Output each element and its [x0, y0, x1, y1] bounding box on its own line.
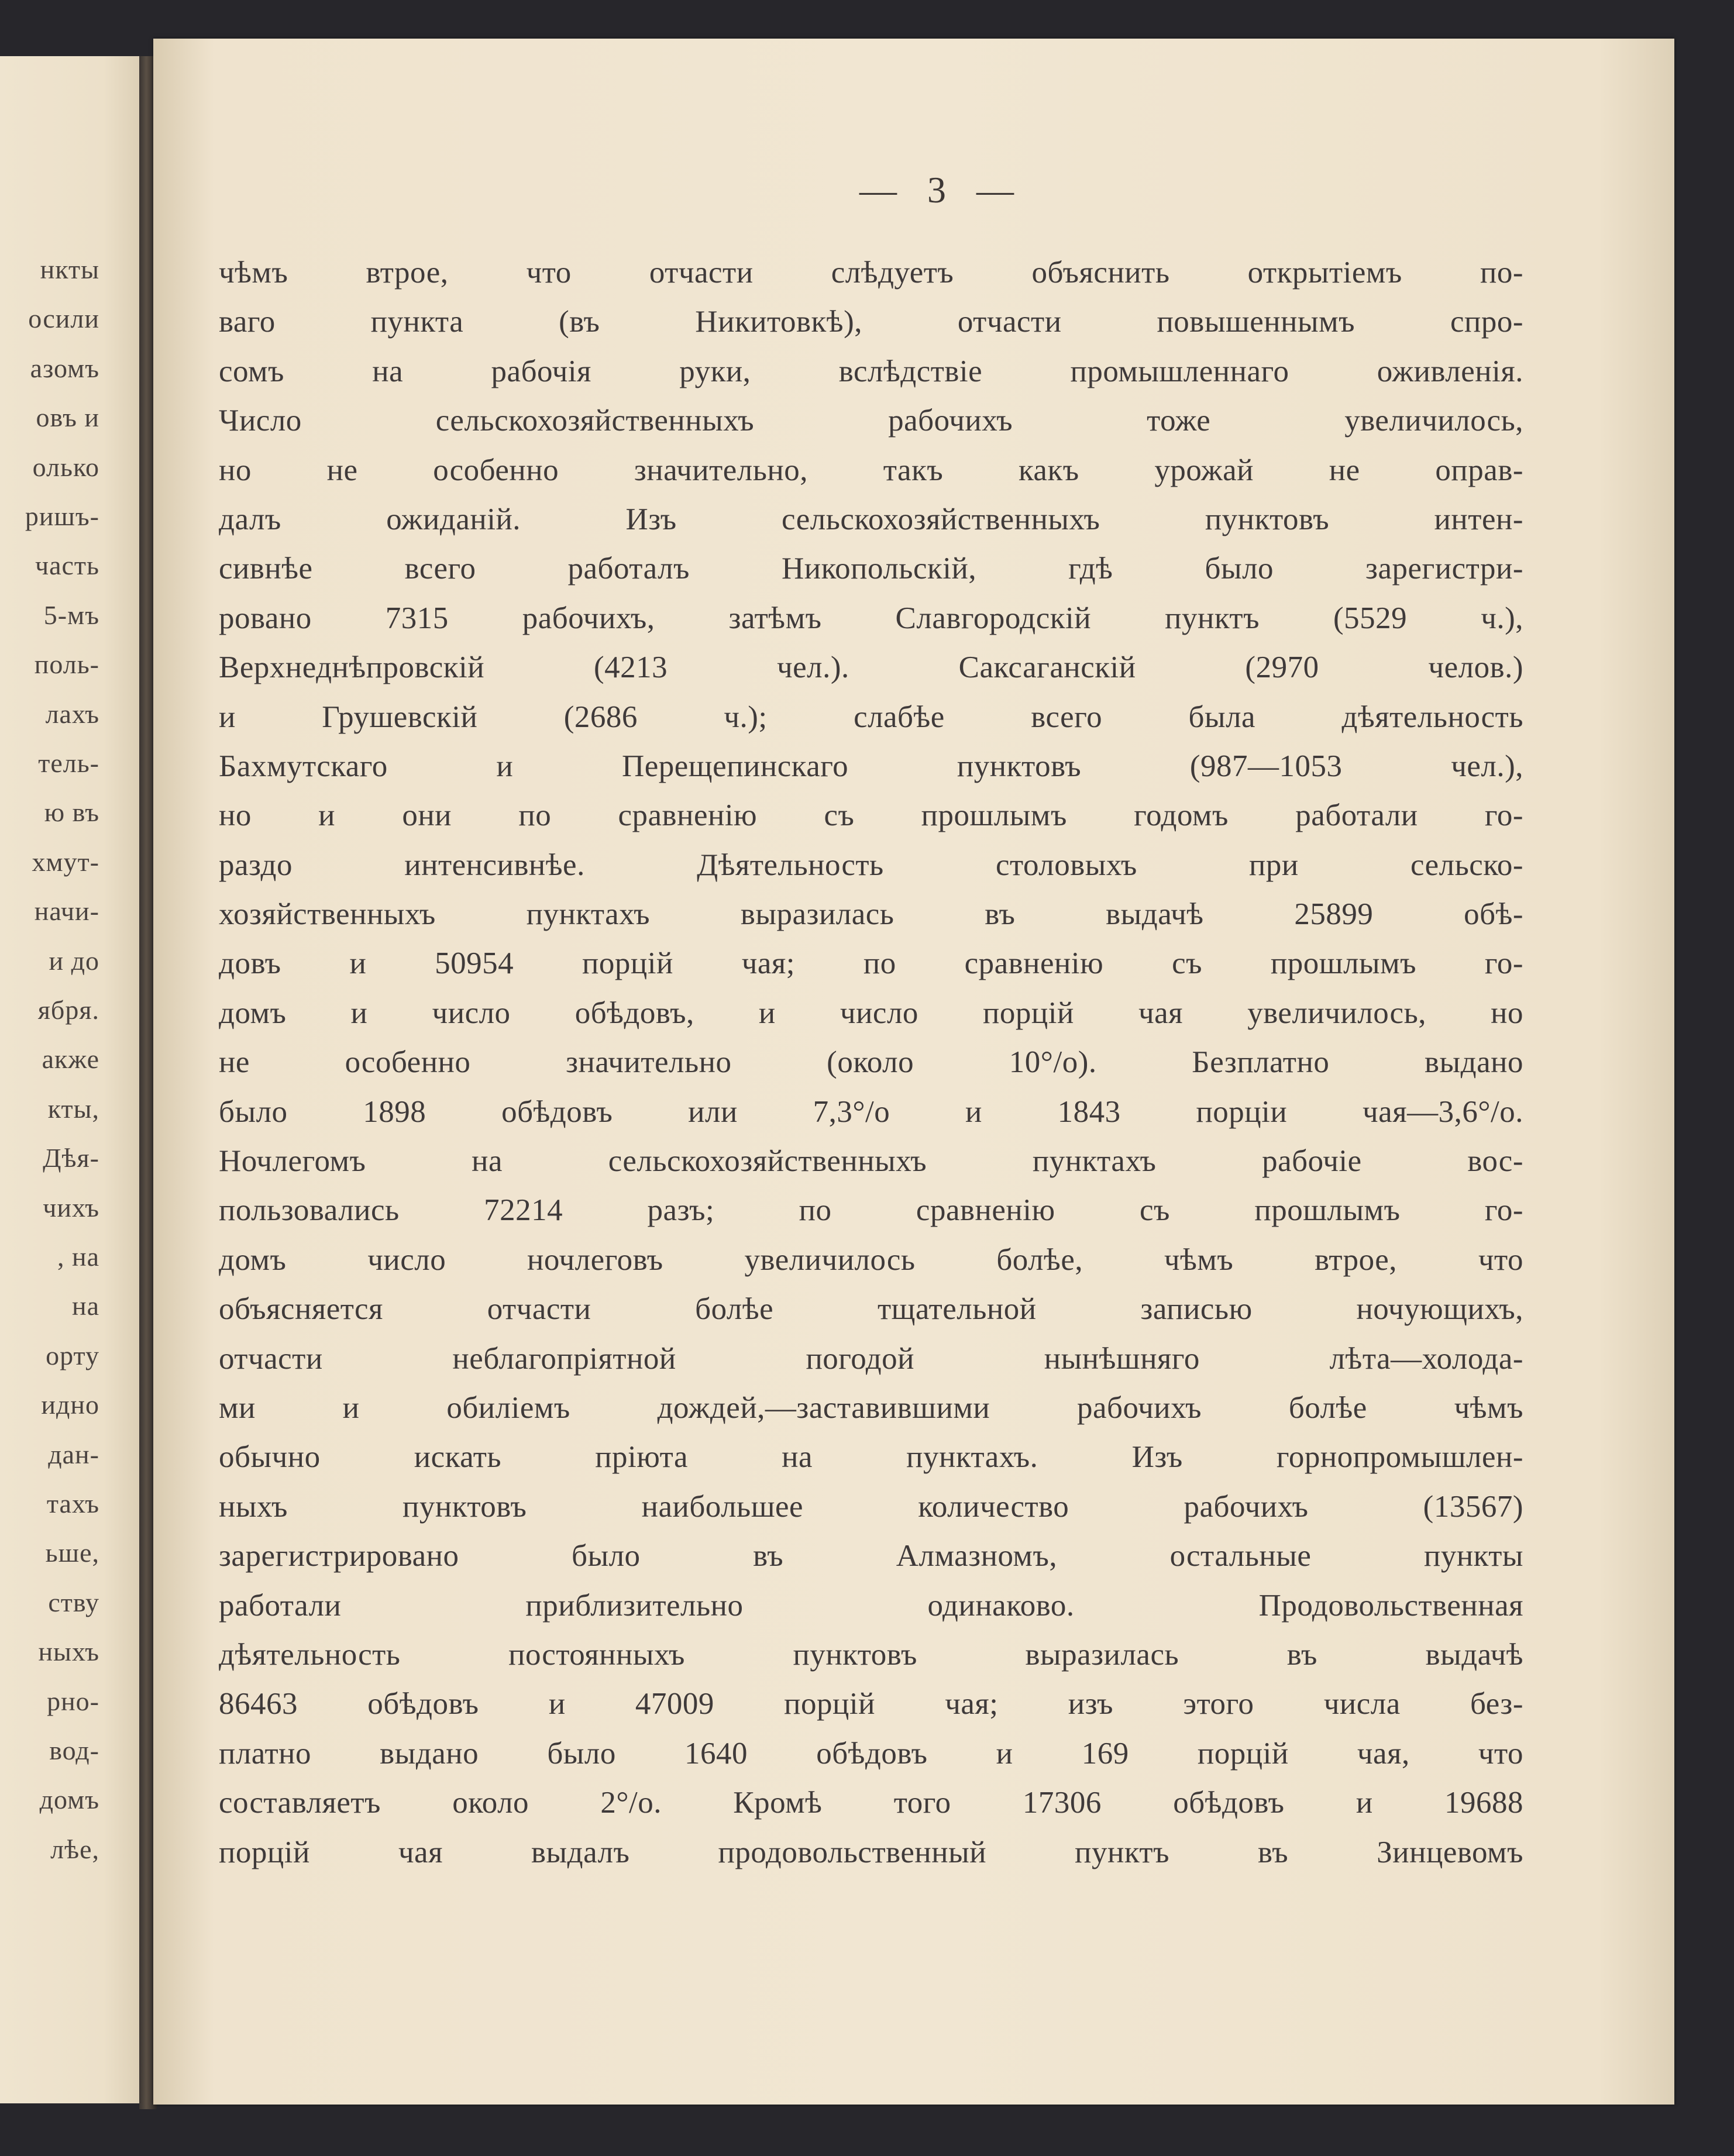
- left-page-line-fragment: олько: [32, 452, 99, 482]
- right-page: [153, 39, 1674, 2105]
- left-page-line-fragment: , на: [57, 1242, 99, 1272]
- text-line: хозяйственныхъ пунктахъ выразилась въ выдачѣ 25899 обѣ-: [219, 897, 1523, 932]
- left-page-line-fragment: осили: [28, 304, 99, 334]
- text-line: зарегистрировано было въ Алмазномъ, остальные пункты: [219, 1539, 1523, 1573]
- text-line: Число сельскохозяйственныхъ рабочихъ тоже увеличилось,: [219, 404, 1523, 438]
- left-page-line-fragment: азомъ: [30, 353, 99, 383]
- text-line: не особенно значительно (около 10°/о). Безплатно выдано: [219, 1045, 1523, 1080]
- left-page-line-fragment: хмут-: [32, 846, 99, 877]
- text-line: чѣмъ втрое, что отчасти слѣдуетъ объяснить открытіемъ по-: [219, 256, 1523, 290]
- left-page-line-fragment: акже: [42, 1044, 99, 1074]
- text-line: сомъ на рабочія руки, вслѣдствіе промышленнаго оживленія.: [219, 354, 1523, 388]
- text-line: отчасти неблагопріятной погодой нынѣшняго лѣта—холода-: [219, 1341, 1523, 1376]
- text-line: довъ и 50954 порцій чая; по сравненію съ прошлымъ го-: [219, 946, 1523, 981]
- text-line: объясняется отчасти болѣе тщательной записью ночующихъ,: [219, 1292, 1523, 1327]
- left-page-line-fragment: дан-: [48, 1439, 99, 1469]
- text-line: пользовались 72214 разъ; по сравненію съ прошлымъ го-: [219, 1193, 1523, 1228]
- text-line: ваго пункта (въ Никитовкѣ), отчасти повышеннымъ спро-: [219, 305, 1523, 339]
- left-page-line-fragment: рно-: [47, 1686, 99, 1716]
- page-body-text: [219, 248, 1523, 1877]
- left-page-line-fragment: Дѣя-: [43, 1143, 99, 1173]
- left-page-line-fragment: вод-: [49, 1735, 99, 1765]
- left-page-line-fragment: кты,: [47, 1093, 99, 1124]
- text-line: сивнѣе всего работалъ Никопольскій, гдѣ было зарегистри-: [219, 552, 1523, 586]
- left-page-line-fragment: тель-: [38, 748, 99, 778]
- left-page: [0, 56, 147, 2103]
- left-page-line-fragment: ьше,: [45, 1538, 99, 1568]
- text-line: Ночлегомъ на сельскохозяйственныхъ пунктахъ рабочіе вос-: [219, 1144, 1523, 1179]
- left-page-line-fragment: овъ и: [36, 402, 99, 433]
- text-line: ми и обиліемъ дождей,—заставившими рабочихъ болѣе чѣмъ: [219, 1390, 1523, 1425]
- text-line: ныхъ пунктовъ наибольшее количество рабочихъ (13567): [219, 1489, 1523, 1524]
- left-page-line-fragment: и до: [49, 945, 99, 976]
- text-line: но не особенно значительно, такъ какъ урожай не оправ-: [219, 453, 1523, 487]
- left-page-line-fragment: лахъ: [45, 698, 99, 729]
- text-line: ровано 7315 рабочихъ, затѣмъ Славгородскій пунктъ (5529 ч.),: [219, 601, 1523, 635]
- left-page-line-fragment: ныхъ: [38, 1637, 99, 1667]
- text-line: домъ и число обѣдовъ, и число порцій чая увеличилось, но: [219, 996, 1523, 1030]
- text-line: домъ число ночлеговъ увеличилось болѣе, чѣмъ втрое, что: [219, 1242, 1523, 1277]
- left-page-line-fragment: орту: [46, 1340, 99, 1370]
- text-line: Верхнеднѣпровскій (4213 чел.). Саксаганскій (2970 челов.): [219, 650, 1523, 685]
- left-page-line-fragment: нкты: [40, 254, 99, 284]
- text-line: дѣятельность постоянныхъ пунктовъ выразилась въ выдачѣ: [219, 1637, 1523, 1672]
- left-page-line-fragment: на: [71, 1291, 99, 1321]
- text-line: раздо интенсивнѣе. Дѣятельность столовыхъ при сельско-: [219, 848, 1523, 882]
- text-line: составляетъ около 2°/о. Кромѣ того 17306 обѣдовъ и 19688: [219, 1786, 1523, 1820]
- text-line: Бахмутскаго и Перещепинскаго пунктовъ (987—1053 чел.),: [219, 749, 1523, 783]
- left-page-line-fragment: чихъ: [43, 1192, 99, 1222]
- text-line: платно выдано было 1640 обѣдовъ и 169 порцій чая, что: [219, 1736, 1523, 1771]
- text-line: и Грушевскій (2686 ч.); слабѣе всего была дѣятельность: [219, 700, 1523, 734]
- left-page-line-fragment: 5-мъ: [43, 600, 99, 630]
- left-page-line-fragment: часть: [35, 550, 99, 581]
- left-page-line-fragment: домъ: [39, 1785, 99, 1815]
- left-page-line-fragment: тахъ: [46, 1489, 99, 1518]
- left-page-line-fragment: лѣе,: [50, 1834, 99, 1864]
- text-line: но и они по сравненію съ прошлымъ годомъ работали го-: [219, 798, 1523, 833]
- text-line: обычно искать пріюта на пунктахъ. Изъ горнопромышлен-: [219, 1440, 1523, 1475]
- text-line: порцій чая выдалъ продовольственный пунктъ въ Зинцевомъ: [219, 1835, 1523, 1869]
- left-page-line-fragment: ю въ: [44, 797, 99, 828]
- text-line: работали приблизительно одинаково. Продовольственная: [219, 1588, 1523, 1623]
- left-page-line-fragment: начи-: [34, 896, 99, 927]
- left-page-line-fragment: ября.: [37, 995, 99, 1025]
- text-line: 86463 обѣдовъ и 47009 порцій чая; изъ этого числа без-: [219, 1687, 1523, 1721]
- left-page-line-fragment: ришъ-: [25, 501, 99, 531]
- left-page-line-fragment: идно: [41, 1390, 99, 1420]
- page-number: — 3 —: [859, 169, 1024, 211]
- left-page-line-fragment: поль-: [34, 649, 99, 680]
- text-line: было 1898 обѣдовъ или 7,3°/о и 1843 порціи чая—3,6°/о.: [219, 1094, 1523, 1129]
- text-line: далъ ожиданій. Изъ сельскохозяйственныхъ пунктовъ интен-: [219, 502, 1523, 536]
- left-page-line-fragment: ству: [48, 1587, 99, 1617]
